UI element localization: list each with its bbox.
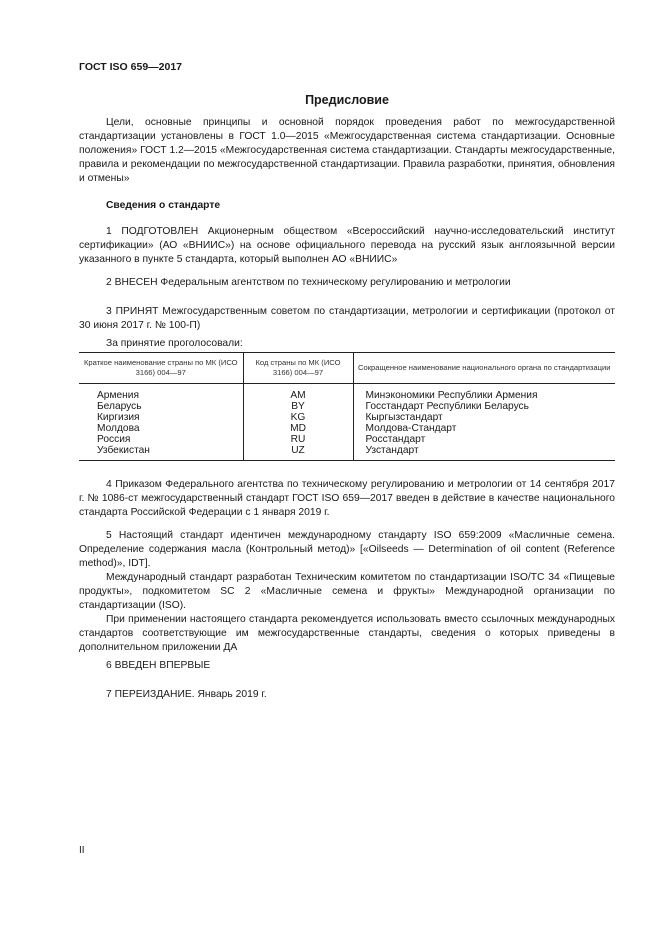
- table-cell-code: BY: [243, 401, 353, 412]
- item-4: [79, 478, 615, 520]
- voting-table: [79, 352, 615, 461]
- item-3-text: 3 ПРИНЯТ Межгосударственным советом по стандартизации, метрологии и сертификации (протокол от 30 июня 2017 г. № 100-П): [79, 306, 615, 331]
- table-cell-code: MD: [243, 423, 353, 434]
- table-cell-body: Узстандарт: [353, 445, 615, 461]
- page-number: II: [79, 845, 85, 856]
- intro-paragraph: [79, 116, 615, 186]
- table-cell-country: Киргизия: [97, 412, 140, 423]
- table-row: [79, 434, 615, 445]
- vote-label: За принятие проголосовали:: [106, 338, 243, 349]
- item-6-text: 6 ВВЕДЕН ВПЕРВЫЕ: [106, 660, 211, 671]
- table-cell-code: RU: [243, 434, 353, 445]
- item-2: [79, 276, 615, 290]
- table-cell-code: AM: [243, 384, 353, 402]
- table-cell-body: Госстандарт Республики Беларусь: [365, 401, 529, 412]
- table-header-code: Код страны по МК (ИСО 3166) 004—97: [243, 353, 353, 384]
- table-row: [79, 412, 615, 423]
- info-heading: Сведения о стандарте: [106, 200, 221, 211]
- item-7: [79, 688, 615, 702]
- item-7-text: 7 ПЕРЕИЗДАНИЕ. Январь 2019 г.: [106, 689, 267, 700]
- table-cell-country: Армения: [97, 390, 139, 401]
- table-header-row: [79, 353, 615, 384]
- item-5: [79, 529, 615, 655]
- item-1: [79, 225, 615, 267]
- table-header-country: Краткое наименование страны по МК (ИСО 3166) 004—97: [79, 353, 243, 384]
- item-3: [79, 305, 615, 333]
- item-1-text: 1 ПОДГОТОВЛЕН Акционерным обществом «Всероссийский научно-исследовательский институт сертификации» (АО «ВНИИС») на основе официального перевода на русский язык англоязычной версии указанного в пункте 5 стандарта, который выполнен АО «ВНИИС»: [79, 226, 615, 265]
- item-2-text: 2 ВНЕСЕН Федеральным агентством по техническому регулированию и метрологии: [106, 277, 511, 288]
- item-4-text: 4 Приказом Федерального агентства по техническому регулированию и метрологии от 14 сентября 2017 г. № 1086-ст межгосударственный стандарт ГОСТ ISO 659—2017 введен в действие в качестве национального стандарта Российской Федерации с 1 января 2019 г.: [79, 479, 615, 518]
- intro-text: Цели, основные принципы и основной порядок проведения работ по межгосударственной стандартизации установлены в ГОСТ 1.0—2015 «Межгосударственная система стандартизации. Основные положения» ГОСТ 1.2—2015 «Межгосударственная система стандартизации. Стандарты межгосударственные, правила и рекомендации по межгосударственной стандартизации. Правила разработки, принятия, обновления и отмены»: [79, 117, 615, 184]
- document-header: ГОСТ ISO 659—2017: [79, 61, 183, 73]
- table-cell-code: UZ: [243, 445, 353, 461]
- table-header-body: Сокращенное наименование национального органа по стандартизации: [353, 353, 615, 384]
- page-title: Предисловие: [305, 93, 389, 107]
- table-cell-country: Беларусь: [97, 401, 142, 412]
- table-cell-body: Росстандарт: [365, 434, 426, 445]
- item-6: [79, 659, 615, 673]
- item-5-committee-text: Международный стандарт разработан Техническим комитетом по стандартизации ISO/TC 34 «Пищевые продукты», подкомитетом SC 2 «Масличные семена и фрукты» Международной организации по стандартизации (ISO).: [79, 572, 615, 611]
- table-cell-body: Кыргызстандарт: [365, 412, 443, 423]
- table-row: [79, 445, 615, 461]
- table-cell-country: Россия: [97, 434, 131, 445]
- item-5-text: 5 Настоящий стандарт идентичен международному стандарту ISO 659:2009 «Масличные семена. Определение содержания масла (Контрольный метод)» [«Oilseeds — Determination of oil content (Reference method)», IDT].: [79, 530, 615, 569]
- table-cell-country: Молдова: [97, 423, 140, 434]
- table-row: [79, 401, 615, 412]
- table-cell-country: Узбекистан: [79, 445, 243, 461]
- table-cell-body: Молдова-Стандарт: [365, 423, 457, 434]
- table-cell-code: KG: [243, 412, 353, 423]
- table-cell-body: Минэкономики Республики Армения: [365, 390, 538, 401]
- table-row: [79, 423, 615, 434]
- item-5-application-text: При применении настоящего стандарта рекомендуется использовать вместо ссылочных международных стандартов соответствующие им межгосударственные стандарты, сведения о которых приведены в дополнительном приложении ДА: [79, 614, 615, 653]
- table-row: [79, 384, 615, 402]
